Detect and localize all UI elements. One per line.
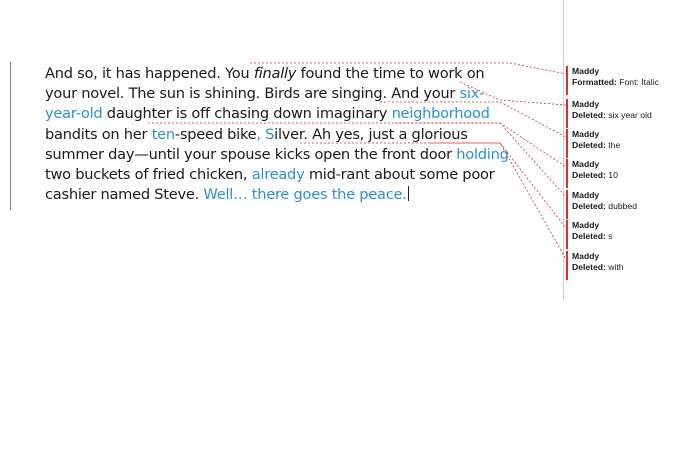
tracked-insertion: already [251,165,305,183]
revision-author: Maddy [572,99,600,109]
text-run: And so, it has happened. You [45,65,254,82]
text-line [45,64,515,84]
text-run: -speed bike [174,125,257,143]
revision-type: Deleted: [572,201,606,211]
text-run: your novel. The sun is shining. Birds are singing. And your [45,85,460,103]
text-run: mid-rant about some poor [304,165,495,183]
revision-detail: dubbed [605,201,637,211]
revision-type: Deleted: [572,262,606,272]
revision-balloon[interactable] [566,251,666,280]
document-body[interactable] [45,64,515,205]
revision-balloon[interactable] [566,159,666,188]
text-run: ilver. Ah yes, just a glorious [274,125,468,143]
revision-author: Maddy [572,66,600,76]
revision-author: Maddy [572,129,600,139]
revision-balloon[interactable] [566,129,666,158]
revision-balloon[interactable] [566,220,666,249]
revision-balloon[interactable] [566,99,666,128]
revision-type: Formatted: [572,77,617,87]
revision-balloon[interactable] [566,190,666,219]
text-line [45,165,515,185]
revision-detail: with [605,262,624,272]
text-line [45,84,515,104]
change-bar [10,62,11,210]
revision-type: Deleted: [572,140,606,150]
tracked-insertion: ten [151,125,175,143]
formatted-italic-text: finally [253,65,297,82]
text-run: summer day—until your spouse kicks open the front door [45,145,457,163]
revision-detail: Font: Italic [616,77,659,87]
text-line [45,145,515,165]
text-line [45,185,515,205]
revision-type: Deleted: [572,110,606,120]
revision-type: Deleted: [572,231,606,241]
revision-author: Maddy [572,251,600,261]
text-run: cashier named Steve. [45,186,204,204]
markup-pane-divider [563,0,564,300]
revision-author: Maddy [572,190,600,200]
text-run: daughter is off chasing down imaginary [102,105,392,123]
tracked-insertion: , S [256,125,275,143]
revision-detail: the [605,140,621,150]
revision-author: Maddy [572,220,600,230]
revision-detail: 10 [605,170,618,180]
text-run: bandits on her [45,125,152,143]
revision-type: Deleted: [572,170,606,180]
text-line [45,125,515,145]
tracked-insertion: year-old [45,105,103,123]
revision-balloon[interactable] [566,66,666,95]
tracked-insertion: six- [459,85,485,103]
text-run: found the time to work on [296,65,485,82]
tracked-insertion: Well… there goes the peace. [203,186,407,204]
revision-detail: six year old [605,110,652,120]
text-cursor [408,186,409,201]
text-line [45,104,515,124]
text-run: two buckets of fried chicken, [45,165,252,183]
tracked-insertion: holding [456,145,509,163]
tracked-insertion: neighborhood [391,105,490,123]
revision-author: Maddy [572,159,600,169]
revision-detail: s [605,231,613,241]
